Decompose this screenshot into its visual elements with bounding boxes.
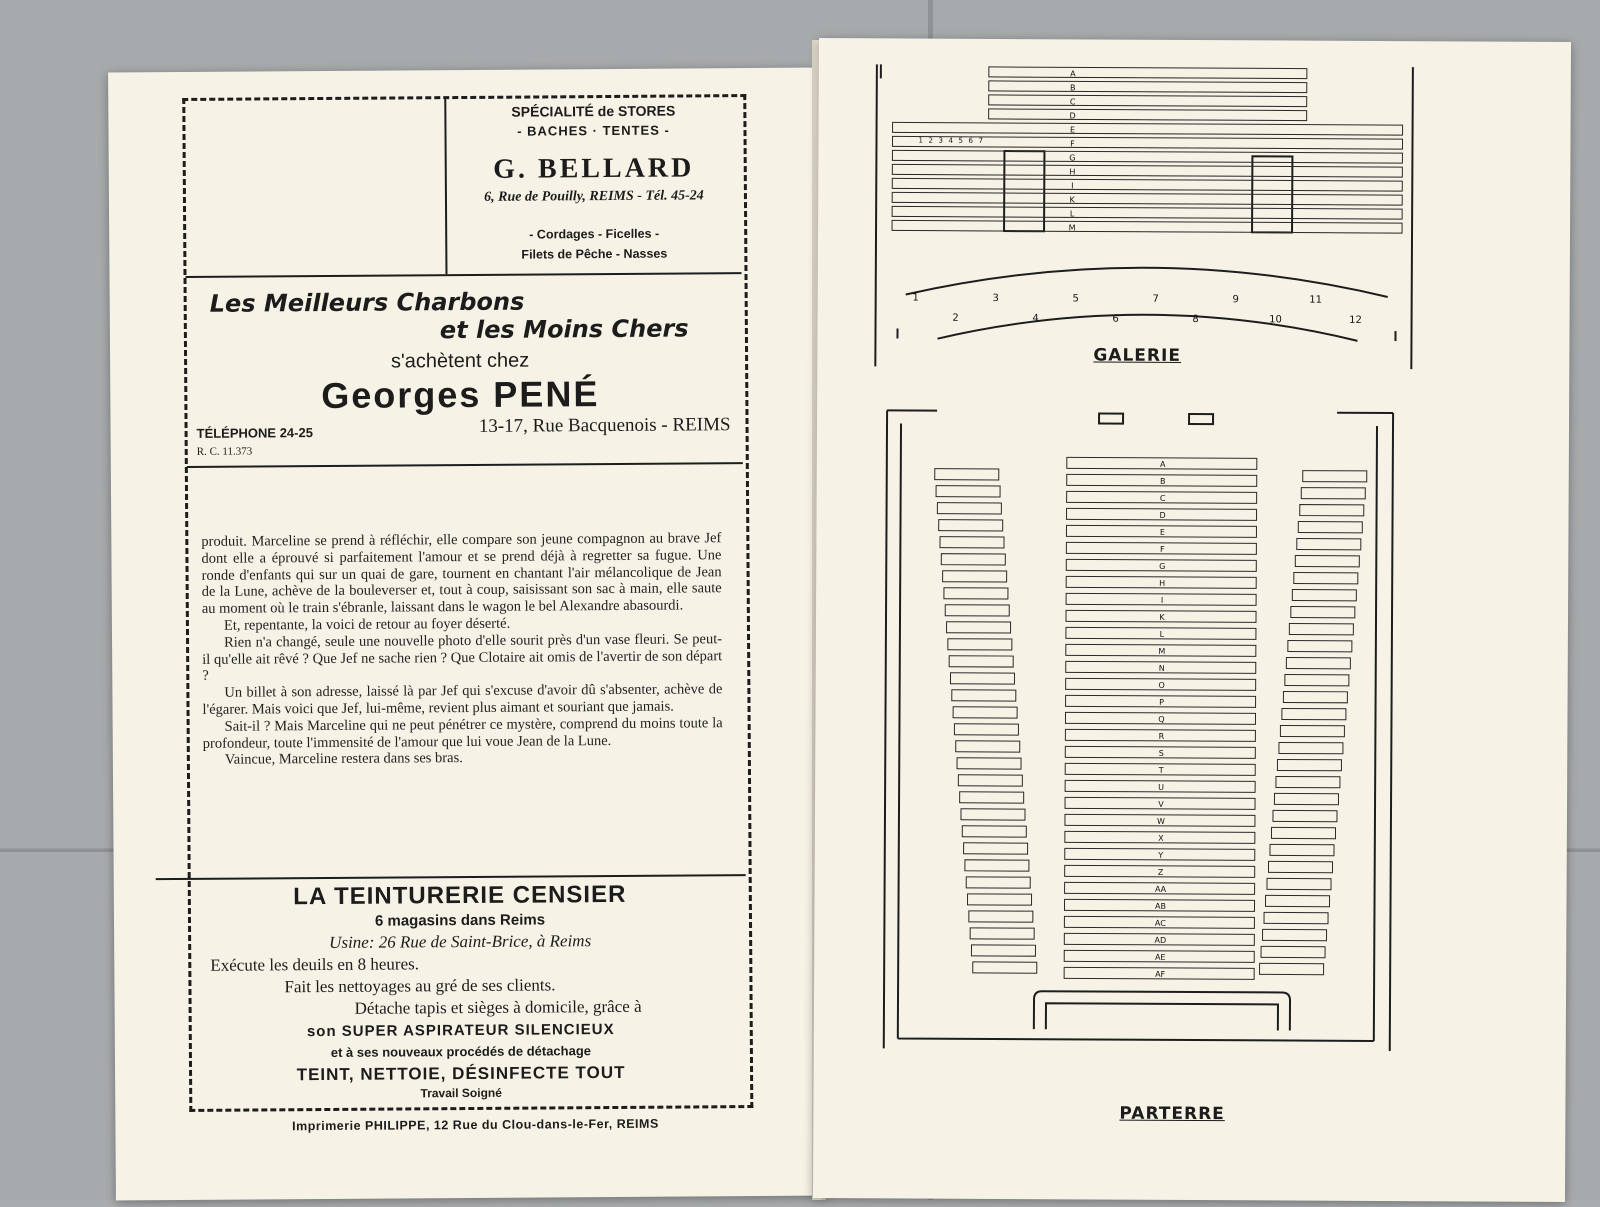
door-right <box>1189 414 1213 424</box>
galerie-seat-row-line <box>892 146 1402 149</box>
parterre-row-label: AC <box>1154 918 1166 928</box>
printer-credit: Imprimerie PHILIPPE, 12 Rue du Clou-dans-le-Fer, REIMS <box>292 1116 659 1134</box>
galerie-seat-row-line <box>989 119 1307 121</box>
side-seat-row-right <box>1276 776 1340 787</box>
parterre-row-label: AF <box>1155 969 1166 979</box>
side-seat-row-left <box>970 928 1034 939</box>
side-seat-number: 2 <box>928 136 933 145</box>
galerie-row-label: L <box>1069 209 1075 219</box>
box-label: 5 <box>1072 293 1079 305</box>
parterre-row-label: T <box>1158 765 1164 775</box>
side-seat-row-left <box>956 741 1020 752</box>
box-label: 4 <box>1032 313 1039 325</box>
box-label: 11 <box>1309 294 1323 306</box>
parterre-row-label: B <box>1159 476 1166 486</box>
side-seat-row-left <box>960 792 1024 803</box>
side-seat-row-left <box>943 571 1007 582</box>
galerie-seat-row <box>892 192 1402 205</box>
galerie-seat-row <box>989 109 1307 121</box>
story-paragraph: Sait-il ? Mais Marceline qui ne peut pénétrer ce mystère, comprend du moins toute la profondeur, toute l'immensité de l'amour que lui voue Jean de la Lune. <box>202 714 723 752</box>
parterre-row-label: N <box>1158 663 1165 673</box>
story-paragraph: produit. Marceline se prend à réfléchir, elle compare son jeune compagnon au brave Jef dont elle a éprouvé si parfaitement l'amour et se prend déjà à regretter sa fugue. Une ronde d'enfants qui sur un quai de gare, tournent en chantant l'air mélancolique de Jean de la Lune, achève de la bouleverser et, tout à coup, saisissant son sac à main, elle saute au moment où le train s'ébranle, laissant dans le wagon le bel Alexandre abasourdi. <box>201 530 722 618</box>
side-seat-number: 3 <box>938 136 943 145</box>
side-seat-row-left <box>952 690 1016 701</box>
galerie-row-label: A <box>1070 69 1076 79</box>
censier-usine: Usine: 26 Rue de Saint-Brice, à Reims <box>329 931 592 952</box>
story-paragraph: Rien n'a changé, seule une nouvelle photo d'elle sourit près d'un vase fleuri. Se peut-il qu'elle ait rêvé ? Que Jef ne sache rien ? Que Clotaire ait omis de l'avertir de son départ ? <box>202 631 723 685</box>
box-label: 6 <box>1112 313 1119 325</box>
galerie-row-label: B <box>1070 83 1076 93</box>
side-seat-row-left <box>965 860 1029 871</box>
galerie-seat-row <box>892 164 1402 177</box>
bellard-address: 6, Rue de Pouilly, REIMS - Tél. 45-24 <box>484 188 704 205</box>
parterre-row-label: V <box>1158 799 1164 809</box>
side-seat-row-right <box>1291 607 1355 618</box>
parterre-row-label: W <box>1156 816 1165 826</box>
side-seat-row-left <box>953 707 1017 718</box>
pene-name: Georges PENÉ <box>321 373 600 417</box>
censier-name: LA TEINTURERIE CENSIER <box>293 880 627 911</box>
box-label: 1 <box>912 292 919 304</box>
side-seat-row-right <box>1263 929 1327 940</box>
galerie-seat-row-line <box>892 188 1402 191</box>
side-seat-row-right <box>1267 878 1331 889</box>
side-seat-row-left <box>940 537 1004 548</box>
parterre-label: PARTERRE <box>1119 1103 1225 1125</box>
box-label: 7 <box>1152 293 1159 305</box>
galerie-seat-row <box>892 178 1402 191</box>
box-label: 2 <box>952 312 959 324</box>
side-seat-number: 1 <box>918 136 923 145</box>
side-seat-row-right <box>1268 861 1332 872</box>
galerie-row-label: I <box>1071 181 1074 191</box>
story-paragraph: Vaincue, Marceline restera dans ses bras. <box>224 750 463 769</box>
box-label: 8 <box>1192 313 1199 326</box>
story-paragraph: Et, repentante, la voici de retour au foyer déserté. <box>223 615 511 634</box>
side-seat-row-right <box>1300 505 1364 516</box>
parterre-row-label: H <box>1159 578 1166 588</box>
side-seat-row-left <box>962 826 1026 837</box>
parterre-row-label: Z <box>1157 867 1164 877</box>
parterre-row-label: G <box>1159 561 1166 571</box>
galerie-seat-row-line <box>892 174 1402 177</box>
parterre-row-label: AE <box>1154 952 1166 962</box>
side-seat-row-left <box>961 809 1025 820</box>
side-seat-row-right <box>1280 725 1344 736</box>
stage <box>1034 991 1290 1030</box>
bellard-line4: Filets de Pêche - Nasses <box>521 246 668 262</box>
side-seat-row-right <box>1286 657 1350 668</box>
parterre-row-label: E <box>1159 527 1166 537</box>
galerie-label: GALERIE <box>1093 345 1182 366</box>
bellard-line1: SPÉCIALITÉ de STORES <box>511 102 676 120</box>
galerie-row-label: K <box>1069 195 1075 205</box>
side-seat-row-left <box>935 469 999 480</box>
side-seat-row-right <box>1274 793 1338 804</box>
side-seat-row-right <box>1292 590 1356 601</box>
parterre-row-label: U <box>1158 782 1165 792</box>
side-seat-row-right <box>1295 556 1359 567</box>
side-seat-row-right <box>1261 946 1325 957</box>
parterre-row-label: Y <box>1158 850 1164 860</box>
side-seat-row-right <box>1270 844 1334 855</box>
galerie-seat-blocks <box>892 66 1403 233</box>
side-seat-row-left <box>969 911 1033 922</box>
pene-phone: TÉLÉPHONE 24-25 <box>196 425 313 441</box>
galerie-seat-row-line <box>892 230 1402 233</box>
side-seat-row-right <box>1260 963 1324 974</box>
galerie-seat-row <box>893 122 1403 135</box>
censier-line7: Travail Soigné <box>420 1085 502 1101</box>
side-seat-row-left <box>937 503 1001 514</box>
parterre-row-label: A <box>1160 459 1166 469</box>
side-seat-row-right <box>1303 471 1367 482</box>
box-label: 3 <box>992 292 999 304</box>
stage-inner <box>1046 1003 1278 1030</box>
side-seat-row-left <box>939 520 1003 531</box>
box-label: 12 <box>1349 314 1362 326</box>
parterre-row-label: I <box>1160 595 1164 605</box>
side-seat-row-right <box>1289 624 1353 635</box>
side-seat-row-right <box>1283 691 1347 702</box>
galerie-seat-row <box>989 95 1307 107</box>
side-seat-row-right <box>1273 810 1337 821</box>
galerie-seat-row <box>989 81 1307 93</box>
galerie-row-label: F <box>1070 139 1075 149</box>
side-seat-number: 7 <box>978 136 983 145</box>
censier-line1: Exécute les deuils en 8 heures. <box>210 954 420 975</box>
parterre-row-label: D <box>1159 510 1166 520</box>
side-seat-row-left <box>966 877 1030 888</box>
galerie-row-label: C <box>1069 97 1076 107</box>
pene-headline2: et les Moins Chers <box>439 314 689 345</box>
door-left <box>1099 414 1123 424</box>
galerie-seat-row-line <box>989 105 1307 107</box>
side-seat-row-right <box>1297 539 1361 550</box>
side-seat-row-left <box>941 554 1005 565</box>
galerie-row-label: M <box>1068 223 1076 233</box>
bellard-line2: - BACHES · TENTES - <box>517 122 670 139</box>
side-seat-row-right <box>1298 522 1362 533</box>
side-seat-number: 5 <box>958 136 963 145</box>
side-seat-row-left <box>957 758 1021 769</box>
parterre-walls <box>884 410 1393 1051</box>
galerie-seat-row <box>892 150 1402 163</box>
galerie-seat-row-line <box>989 77 1307 79</box>
pene-rc: R. C. 11.373 <box>196 445 253 458</box>
pene-headline1: Les Meilleurs Charbons <box>209 287 525 318</box>
galerie-seat-row-line <box>893 132 1403 135</box>
side-seat-row-right <box>1266 895 1330 906</box>
side-seat-row-left <box>958 775 1022 786</box>
galerie-seat-row <box>989 67 1307 79</box>
parterre-row-label: C <box>1159 493 1166 503</box>
side-seat-row-right <box>1301 488 1365 499</box>
galerie-row-label: D <box>1069 111 1076 121</box>
side-seat-row-left <box>949 656 1013 667</box>
box-label: 10 <box>1269 314 1282 326</box>
side-seat-number: 6 <box>968 136 973 145</box>
side-seat-row-left <box>973 962 1037 973</box>
side-seat-row-left <box>950 673 1014 684</box>
galerie-seat-row <box>892 206 1402 219</box>
story-text <box>201 530 723 769</box>
parterre-row-label: AD <box>1154 935 1167 945</box>
galerie-row-label: H <box>1069 167 1076 177</box>
side-seat-row-left <box>944 588 1008 599</box>
parterre-row-label: X <box>1158 833 1164 843</box>
censier-line2: Fait les nettoyages au gré de ses clients. <box>284 975 556 997</box>
side-seat-row-right <box>1264 912 1328 923</box>
parterre-row-label: M <box>1158 646 1166 656</box>
parterre-row-label: F <box>1160 544 1165 554</box>
side-seat-row-left <box>971 945 1035 956</box>
galerie-seat-row-line <box>892 216 1402 219</box>
seating-plan <box>813 38 1571 1202</box>
parterre-row-label: Q <box>1158 714 1165 724</box>
galerie-seat-row <box>892 220 1402 233</box>
censier-stores: 6 magasins dans Reims <box>374 911 546 930</box>
right-page <box>813 38 1571 1202</box>
galerie-row-label: E <box>1070 125 1076 135</box>
censier-line4: son SUPER ASPIRATEUR SILENCIEUX <box>306 1020 615 1041</box>
side-seat-row-right <box>1285 674 1349 685</box>
parterre-seat-blocks <box>932 457 1367 980</box>
side-seat-row-right <box>1282 708 1346 719</box>
side-seat-row-left <box>947 622 1011 633</box>
side-seat-row-right <box>1271 827 1335 838</box>
side-seat-row-left <box>954 724 1018 735</box>
parterre-row-label: R <box>1158 731 1165 741</box>
left-page <box>108 68 828 1201</box>
side-seat-row-left <box>936 486 1000 497</box>
parterre-row-label: O <box>1158 680 1165 690</box>
side-seat-row-left <box>968 894 1032 905</box>
box-label: 9 <box>1232 294 1239 306</box>
galerie-seat-row-line <box>989 91 1307 93</box>
censier-line5: et à ses nouveaux procédés de détachage <box>330 1043 592 1060</box>
parterre-row-label: S <box>1158 748 1164 758</box>
side-seat-row-right <box>1277 759 1341 770</box>
galerie-row-label: G <box>1069 153 1076 163</box>
parterre-row-label: K <box>1159 612 1165 622</box>
galerie-balcony <box>937 314 1357 341</box>
bellard-line3: - Cordages - Ficelles - <box>529 226 660 242</box>
bellard-name: G. BELLARD <box>493 152 695 185</box>
side-seat-row-left <box>948 639 1012 650</box>
censier-line3: Détache tapis et sièges à domicile, grâce à <box>354 996 642 1018</box>
parterre-row-label: L <box>1159 629 1165 639</box>
story-paragraph: Un billet à son adresse, laissé là par Jef qui s'excuse d'avoir dû s'absenter, achève de l'égarer. Mais voici que Jef, lui-même, revient plus aimant et souriant que jamais. <box>202 681 723 718</box>
side-seat-row-left <box>945 605 1009 616</box>
stair-left <box>1004 151 1044 231</box>
parterre-row-label: P <box>1159 697 1165 707</box>
parterre-row-label: AB <box>1154 901 1167 911</box>
side-seat-row-right <box>1288 641 1352 652</box>
side-seat-number: 4 <box>948 136 953 145</box>
parterre-row-label: AA <box>1154 884 1167 894</box>
pene-sub: s'achètent chez <box>390 349 530 373</box>
censier-line6: TEINT, NETTOIE, DÉSINFECTE TOUT <box>296 1062 626 1085</box>
side-seat-row-left <box>964 843 1028 854</box>
side-seat-row-right <box>1294 573 1358 584</box>
pene-address: 13-17, Rue Bacquenois - REIMS <box>478 414 731 437</box>
galerie-seat-row-line <box>892 202 1402 205</box>
galerie-seat-row-line <box>892 160 1402 163</box>
side-seat-row-right <box>1279 742 1343 753</box>
